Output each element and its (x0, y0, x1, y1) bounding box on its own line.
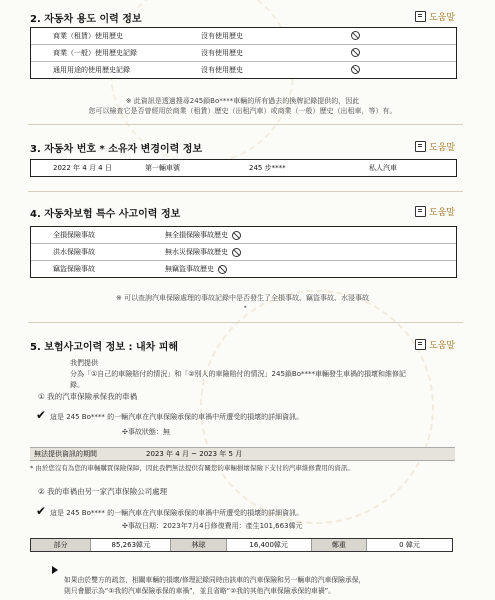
document-icon (415, 339, 426, 350)
table-row: 2022 年 4 月 4 日 第一輛車號 245 步**** 私人汽車 (53, 164, 397, 172)
document-icon (415, 206, 426, 217)
section2-note-1: ※ 此資訊是透過搜尋245鎖Bo****車輛的所有過去的換牌記錄提供的，因此 (125, 97, 360, 105)
case1-desc: 這是 245 Bo**** 的一輛汽車在汽車保險承保的車禍中所遭受的損壞的詳細資訊。 (50, 413, 304, 421)
divider (28, 322, 463, 323)
section4-title: 4. 자동차보험 특수 사고이력 정보 (30, 209, 181, 220)
none-icon (351, 48, 360, 57)
footnote-line-1: 如果由於雙方的疏忽，相關車輛的損壞/修理記錄同時由該車的汽車保險和另一輛車的汽車保險承保， (64, 576, 366, 584)
table-row: 竊盜保險事故 無竊盜事故歷史 (31, 261, 456, 277)
section2-note-2: 您可以檢查它是否曾經用於商業（租賃）歷史（出租汽車）或商業（一般）歷史（出租車，等）有。 (88, 107, 397, 115)
arrow-right-icon (52, 566, 58, 574)
none-icon (351, 31, 360, 40)
table-row: 商業（一般）使用歷史記錄 沒有使用歷史 (31, 45, 456, 62)
section3-title: 3. 자동차 번호 * 소유자 변경이력 정보 (30, 144, 203, 155)
none-icon (218, 265, 227, 274)
section5-title: 5. 보험사고이력 정보 : 내차 피해 (30, 342, 179, 353)
section2-title: 2. 자동차 용도 이력 정보 (30, 14, 142, 25)
case2-desc: 這是 245 Bo**** 的一輛汽車在汽車保險承保的車禍中所遭受的損壞的詳細資訊。 (50, 509, 304, 517)
none-icon (232, 248, 241, 257)
table-row: 通用用途的使用歷史記錄 沒有使用歷史 (31, 62, 456, 78)
crosshair-icon: ✣ (122, 428, 128, 436)
help-link-5[interactable]: 도움말 (415, 338, 455, 351)
intro-line-3: 錄。 (70, 381, 84, 389)
unavailable-period-bar: 無法提供資訊的期間 2023 年 4 月 ~ 2023 年 5 月 (30, 447, 455, 461)
none-icon (351, 65, 360, 74)
footnote-line-2: 則只會顯示為“①我的汽車保險承保的車禍”，並且省略“②我的其他汽車保險承保的車禍”。 (64, 587, 335, 595)
check-icon: ✔ (36, 504, 47, 518)
help-link-2[interactable]: 도움말 (415, 10, 455, 23)
help-link-4[interactable]: 도움말 (415, 205, 455, 218)
usage-history-table (30, 27, 457, 79)
check-icon: ✔ (36, 408, 47, 422)
intro-line-1: 我們提供 (70, 359, 98, 367)
case1-status: ✣事故狀態：無 (122, 428, 170, 436)
disclaimer: * 由於您沒有為您的車輛購買保險保障，因此我們無法提供有關您的車輛損壞保險下支付的汽車維修費用的資訊。 (30, 464, 354, 472)
case2-status: ✣事故日期：2023年7月4日修復費用：產生101,663韓元 (122, 522, 303, 530)
divider (28, 191, 463, 192)
case2-title: ② 我的車禍由另一家汽車保險公司處理 (38, 487, 168, 496)
section4-note: ※ 可以查詢汽車保險處理的事故記錄中是否發生了全損事故、竊盜事故、水浸事故 (115, 294, 370, 302)
document-icon (415, 141, 426, 152)
case1-title: ① 我的汽車保險承保我的車禍 (38, 392, 138, 401)
crosshair-icon: ✣ (122, 522, 128, 530)
table-row: 全損保險事故 無全損保險事故歷史 (31, 227, 456, 244)
table-row: 洪水保險事故 無水災保險事故歷史 (31, 244, 456, 261)
watermark-seal (200, 290, 434, 524)
document-icon (415, 11, 426, 22)
owner-change-table (30, 159, 457, 177)
help-link-3[interactable]: 도움말 (415, 140, 455, 153)
intro-line-2: 分為「①自己的車險賠付的情況」和「②別人的車險賠付的情況」245鎖Bo****車輛發生車禍的損壞和維修記 (70, 370, 406, 378)
special-accident-table (30, 226, 457, 278)
repair-cost-breakdown: 部分 85,263韓元 林球 16,400韓元 鄭重 0 韓元 (30, 538, 453, 552)
table-row: 商業（租賃）使用歷史 沒有使用歷史 (31, 28, 456, 45)
bullet-dot: • (243, 303, 248, 312)
none-icon (232, 231, 241, 240)
divider (28, 124, 463, 125)
